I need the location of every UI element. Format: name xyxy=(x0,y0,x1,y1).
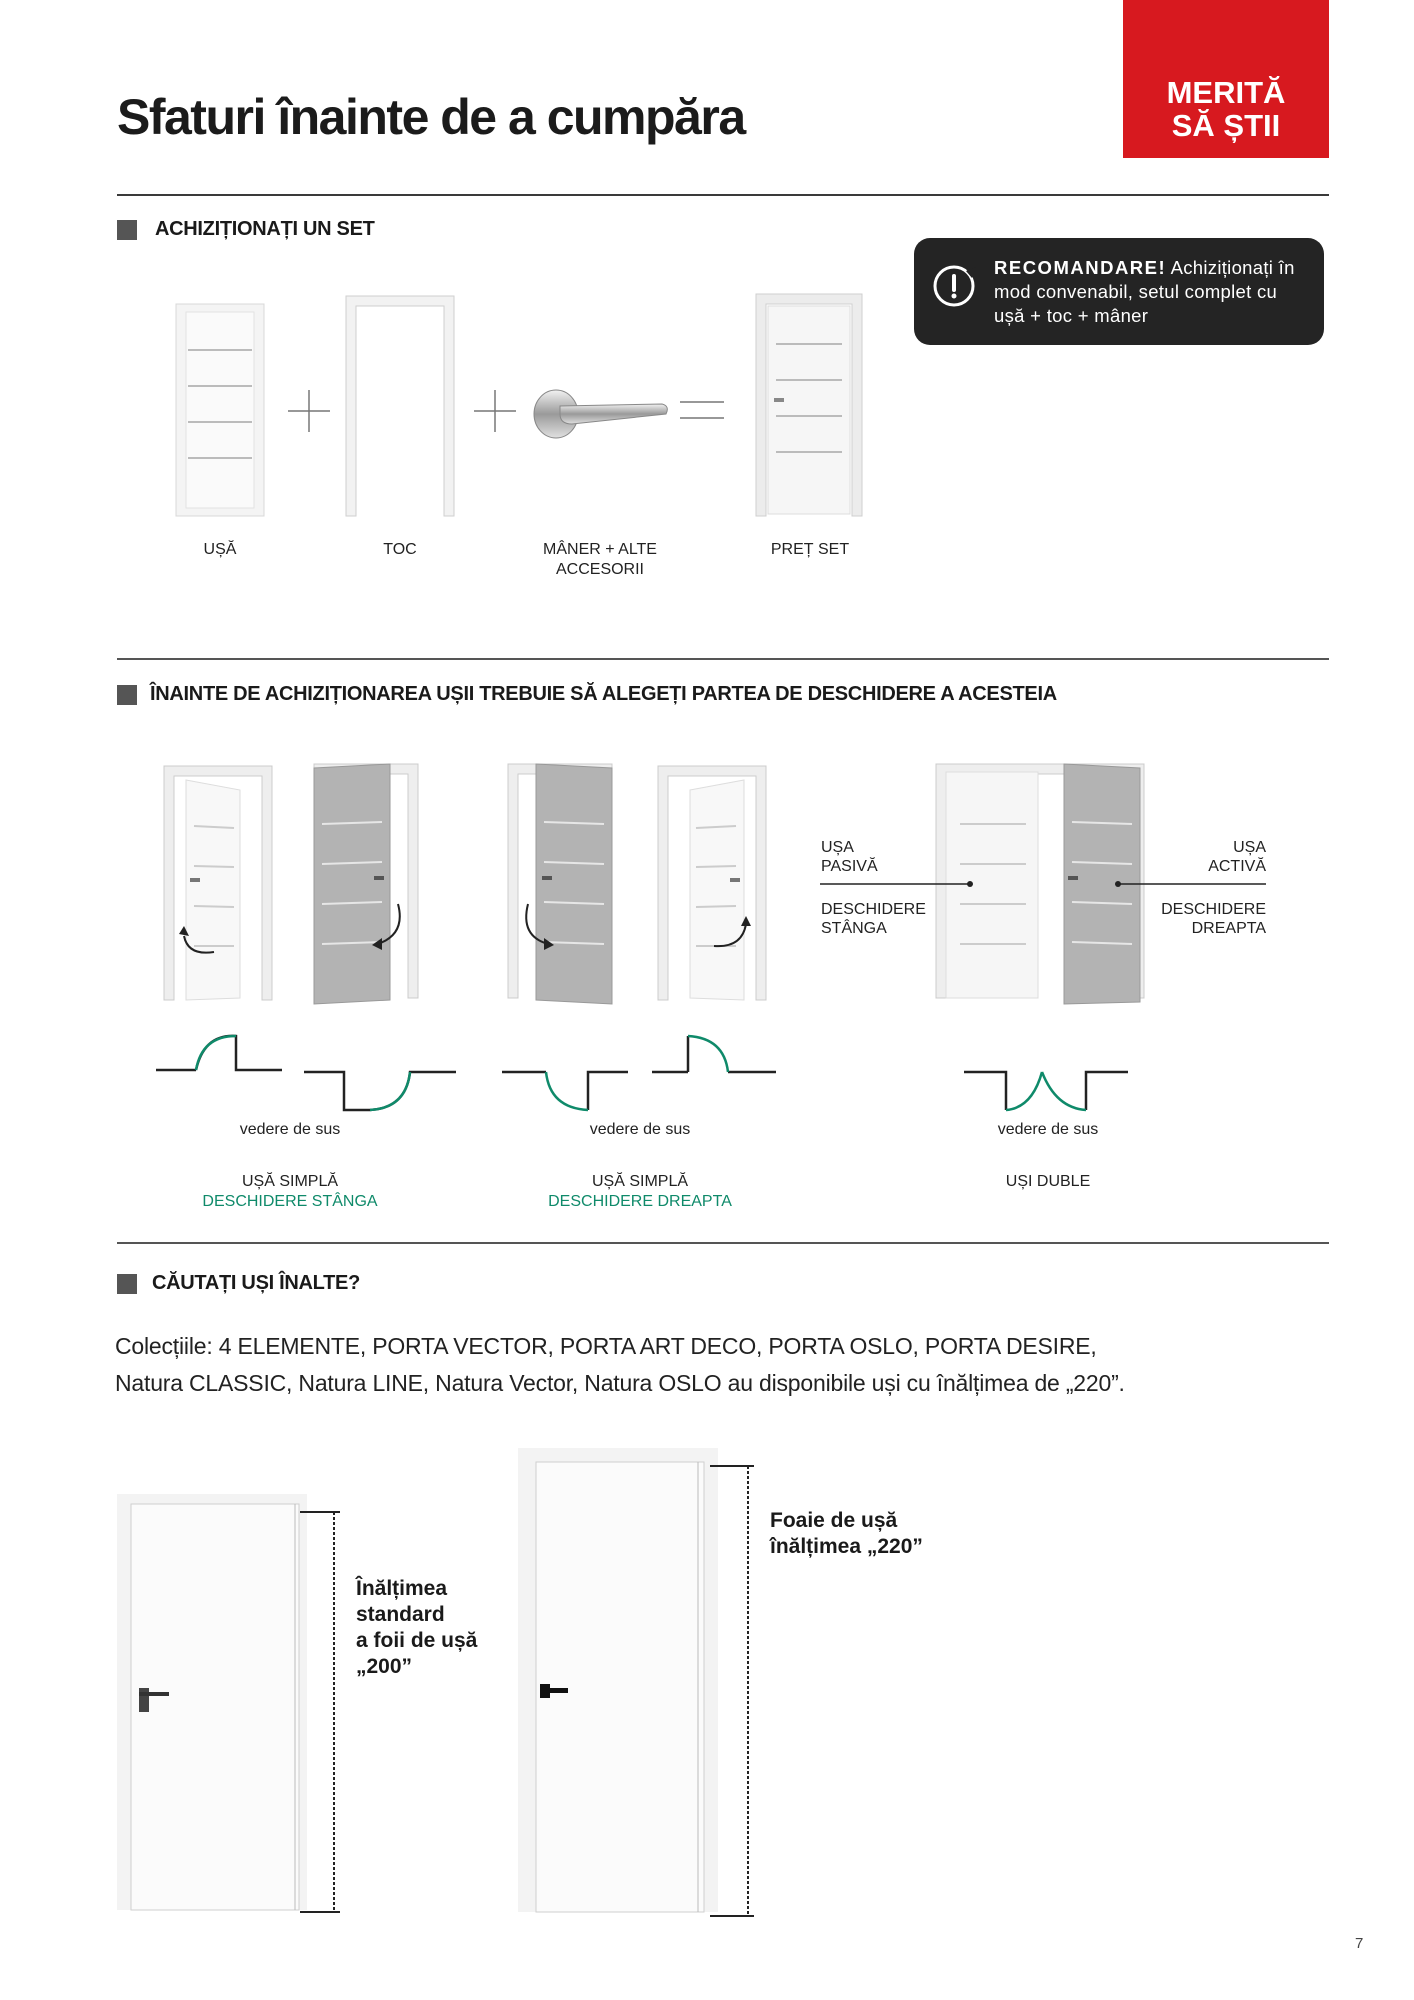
type-caption-1: UȘĂ SIMPLĂ DESCHIDERE STÂNGA xyxy=(202,1173,378,1210)
passive-label: UȘA PASIVĂ xyxy=(821,839,878,875)
dimension-200 xyxy=(300,1510,360,1930)
recommendation-text: Achiziționați în mod convenabil, setul complet cu ușă + toc + mâner xyxy=(994,257,1295,326)
recommendation-title: RECOMANDARE! xyxy=(994,257,1167,278)
active-label: UȘA ACTIVĂ xyxy=(1208,839,1266,875)
door-leaf-icon xyxy=(176,304,266,518)
section-marker xyxy=(117,685,137,705)
door-open-right-white xyxy=(658,766,768,1016)
top-view-caption-1: vedere de sus xyxy=(239,1121,341,1138)
label-maner: MÂNER + ALTE ACCESORII xyxy=(543,541,657,578)
top-view-right xyxy=(502,1030,802,1110)
top-view-caption-2: vedere de sus xyxy=(589,1121,691,1138)
label-usa: UȘĂ xyxy=(203,541,237,558)
door-open-left-white xyxy=(164,766,274,1016)
label-toc: TOC xyxy=(383,541,417,558)
recommendation-box xyxy=(914,238,1324,345)
top-view-left xyxy=(156,1030,456,1110)
page-title: Sfaturi înainte de a cumpăra xyxy=(117,89,745,145)
standard-door xyxy=(117,1494,317,1914)
badge-line-2: SĂ ȘTII xyxy=(1171,108,1281,143)
label-pret-set: PREȚ SET xyxy=(770,541,850,558)
section3-heading: CĂUTAȚI UȘI ÎNALTE? xyxy=(152,1272,360,1294)
pointer-lines xyxy=(820,880,1220,890)
collections-paragraph: Colecțiile: 4 ELEMENTE, PORTA VECTOR, PORTA ART DECO, PORTA OSLO, PORTA DESIRE, Natura CLASSIC, Natura LINE, Natura Vector, Natura OSLO au disponibile uși cu înălțimea de „220”. xyxy=(115,1333,1125,1396)
exclamation-icon xyxy=(932,262,980,310)
section2-heading: ÎNAINTE DE ACHIZIȚIONAREA UȘII TREBUIE SĂ ALEGEȚI PARTEA DE DESCHIDERE A ACESTEIA xyxy=(150,683,1057,705)
plus-icon-2 xyxy=(474,396,504,426)
door-frame-icon xyxy=(346,296,456,516)
badge-line-1: MERITĂ xyxy=(1166,75,1286,110)
section-divider xyxy=(117,1242,1329,1244)
header-divider xyxy=(117,194,1329,196)
standard-height-label: Înălțimea standard a foii de ușă „200” xyxy=(356,1577,478,1678)
top-view-caption-3: vedere de sus xyxy=(997,1121,1099,1138)
dimension-220 xyxy=(710,1464,770,1934)
equals-icon xyxy=(680,398,724,422)
tall-height-label: Foaie de ușă înălțimea „220” xyxy=(770,1509,923,1558)
passive-direction: DESCHIDERE STÂNGA xyxy=(821,901,926,937)
type-caption-3: UȘI DUBLE xyxy=(1005,1173,1091,1190)
door-handle-icon xyxy=(532,384,672,444)
section-marker xyxy=(117,1274,137,1294)
tall-door xyxy=(518,1448,738,1928)
door-set-icon xyxy=(756,294,864,516)
page-number: 7 xyxy=(1355,1935,1364,1952)
active-direction: DESCHIDERE DREAPTA xyxy=(1161,901,1266,937)
merita-sa-stii-badge xyxy=(1123,0,1329,158)
section1-heading: ACHIZIȚIONAȚI UN SET xyxy=(155,218,375,240)
top-view-double xyxy=(964,1030,1144,1110)
plus-icon xyxy=(288,396,318,426)
door-open-left-grey xyxy=(508,764,620,1014)
section-divider xyxy=(117,658,1329,660)
section-marker xyxy=(117,220,137,240)
type-caption-2: UȘĂ SIMPLĂ DESCHIDERE DREAPTA xyxy=(548,1173,732,1210)
door-open-right-grey xyxy=(314,764,426,1014)
